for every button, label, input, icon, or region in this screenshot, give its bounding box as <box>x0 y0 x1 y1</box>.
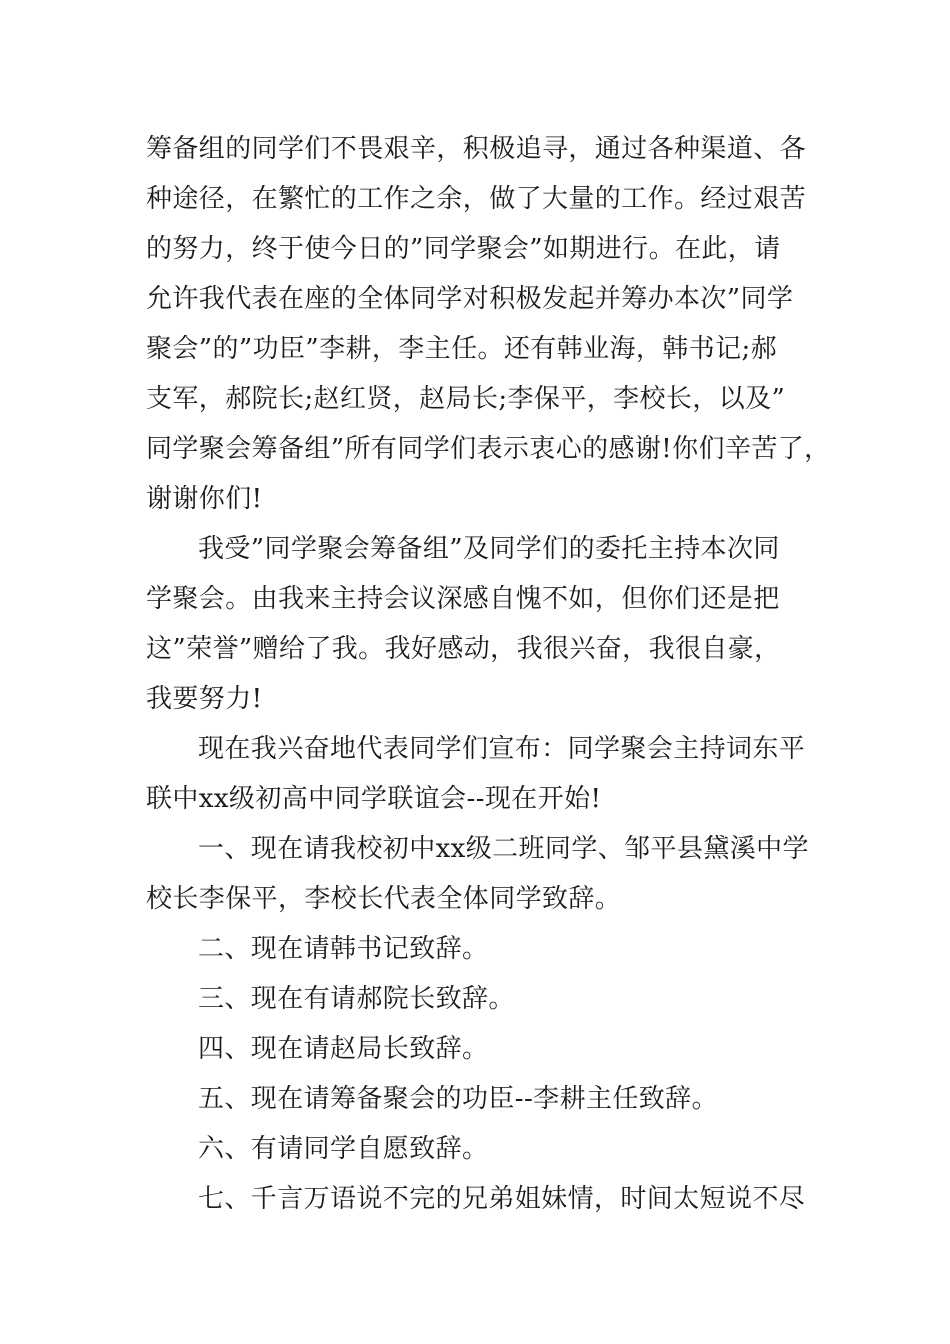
paragraph-line: 支军，郝院长;赵红贤，赵局长;李保平，李校长，以及” <box>146 384 786 414</box>
paragraph-line: 聚会”的”功臣”李耕，李主任。还有韩业海，韩书记;郝 <box>146 334 778 364</box>
paragraph-line: 七、千言万语说不完的兄弟姐妹情，时间太短说不尽 <box>198 1184 806 1214</box>
paragraph-line: 联中xx级初高中同学联谊会--现在开始! <box>146 784 602 814</box>
paragraph-line: 四、现在请赵局长致辞。 <box>198 1034 489 1064</box>
paragraph-line: 学聚会。由我来主持会议深感自愧不如，但你们还是把 <box>146 584 780 614</box>
paragraph-line: 我要努力! <box>146 684 263 714</box>
paragraph-line: 种途径，在繁忙的工作之余，做了大量的工作。经过艰苦 <box>146 184 807 214</box>
paragraph-line: 五、现在请筹备聚会的功臣--李耕主任致辞。 <box>198 1084 718 1114</box>
paragraph-line: 同学聚会筹备组”所有同学们表示衷心的感谢!你们辛苦了， <box>146 434 831 464</box>
paragraph-line: 六、有请同学自愿致辞。 <box>198 1134 489 1164</box>
paragraph-line: 三、现在有请郝院长致辞。 <box>198 984 515 1014</box>
paragraph-line: 的努力，终于使今日的”同学聚会”如期进行。在此，请 <box>146 234 781 264</box>
paragraph-line: 我受”同学聚会筹备组”及同学们的委托主持本次同 <box>198 534 780 564</box>
paragraph-line: 校长李保平，李校长代表全体同学致辞。 <box>146 884 622 914</box>
paragraph-line: 允许我代表在座的全体同学对积极发起并筹办本次”同学 <box>146 284 794 314</box>
paragraph-line: 一、现在请我校初中xx级二班同学、邹平县黛溪中学 <box>198 834 809 864</box>
paragraph-line: 二、现在请韩书记致辞。 <box>198 934 489 964</box>
paragraph-line: 现在我兴奋地代表同学们宣布：同学聚会主持词东平 <box>198 734 806 764</box>
paragraph-line: 筹备组的同学们不畏艰辛，积极追寻，通过各种渠道、各 <box>146 134 807 164</box>
paragraph-line: 谢谢你们! <box>146 484 263 514</box>
paragraph-line: 这”荣誉”赠给了我。我好感动，我很兴奋，我很自豪， <box>146 634 781 664</box>
